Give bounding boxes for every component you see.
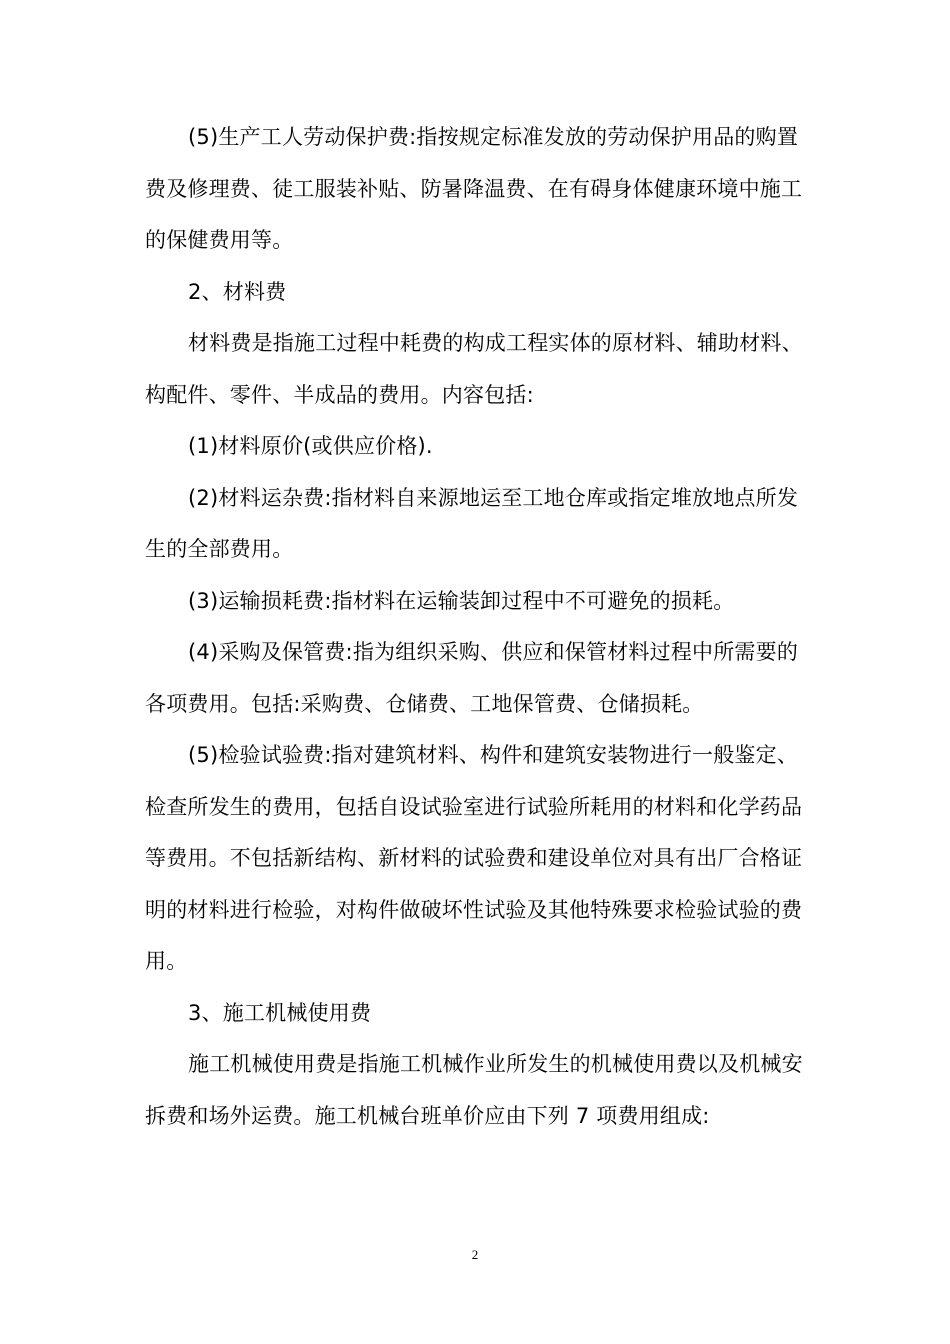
heading-material-fee: 2、材料费 [188,279,287,304]
paragraph-purchase-storage-fee: (4)采购及保管费:指为组织采购、供应和保管材料过程中所需要的各项费用。包括:采购费、仓储费、工地保管费、仓储损耗。 [145,640,799,716]
paragraph-material-fee-definition: 材料费是指施工过程中耗费的构成工程实体的原材料、辅助材料、构配件、零件、半成品的费用。内容包括: [145,331,803,407]
heading-machinery-fee: 3、施工机械使用费 [188,1000,372,1025]
paragraph-material-transport-fee: (2)材料运杂费:指材料自来源地运至工地仓库或指定堆放地点所发生的全部费用。 [145,485,799,561]
paragraph-inspection-test-fee: (5)检验试验费:指对建筑材料、构件和建筑安装物进行一般鉴定、检查所发生的费用，包括自设试验室进行试验所耗用的材料和化学药品等费用。不包括新结构、新材料的试验费和建设单位对具有出厂合格证明的材料进行检验，对构件做破坏性试验及其他特殊要求检验试验的费用。 [145,743,803,973]
paragraph-transport-loss-fee: (3)运输损耗费:指材料在运输装卸过程中不可避免的损耗。 [188,588,735,613]
paragraph-material-original-price: (1)材料原价(或供应价格). [188,434,433,458]
page-number: 2 [471,1247,479,1262]
paragraph-machinery-fee-definition: 施工机械使用费是指施工机械作业所发生的机械使用费以及机械安拆费和场外运费。施工机械台班单价应由下列 7 项费用组成: [145,1052,803,1128]
document-body [145,112,805,1142]
paragraph-labor-protection-fee: (5)生产工人劳动保护费:指按规定标准发放的劳动保护用品的购置费及修理费、徒工服装补贴、防暑降温费、在有碍身体健康环境中施工的保健费用等。 [145,125,803,252]
